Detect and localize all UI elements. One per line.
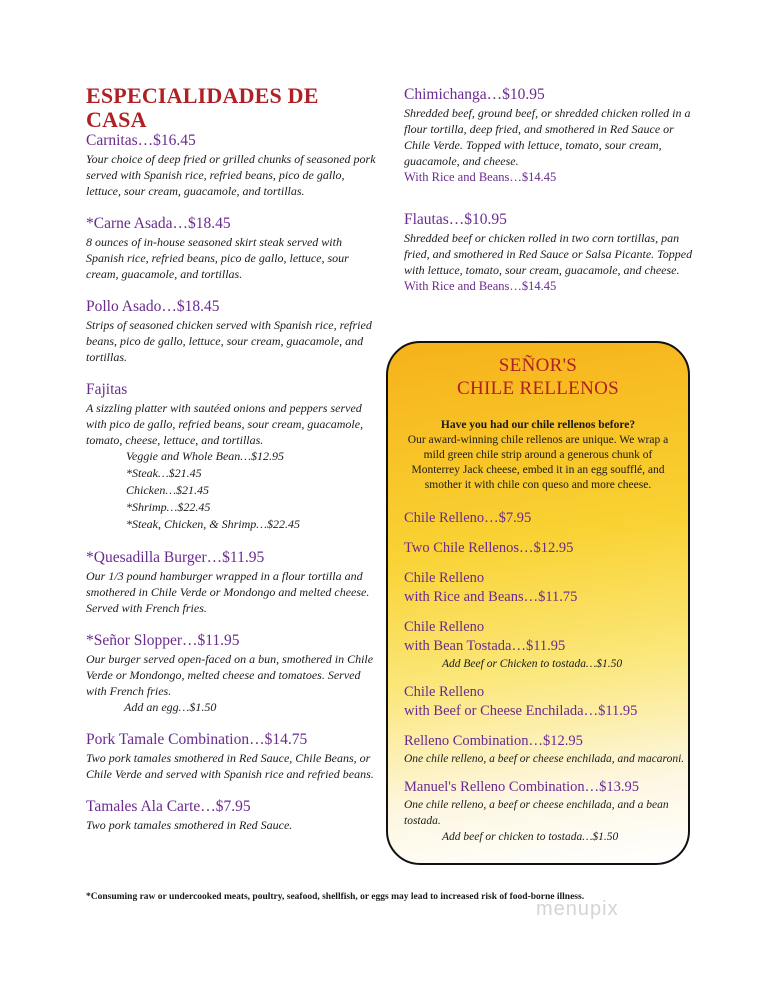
menu-item-fajitas (86, 381, 376, 533)
relleno-items (388, 493, 688, 845)
relleno-item (404, 618, 688, 672)
relleno-item-addon: Add Beef or Chicken to tostada…$1.50 (442, 658, 623, 670)
item-description: Our burger served open-faced on a bun, smothered in Chile Verde or Mondongo, melted cheese and tomatoes. Served with French fries. (86, 652, 374, 698)
item-title: *Quesadilla Burger…$11.95 (86, 549, 265, 566)
relleno-item (404, 683, 688, 721)
relleno-item (404, 539, 688, 558)
item-description: Shredded beef, ground beef, or shredded chicken rolled in a flour tortilla, deep fried, and smothered in Red Sauce or Chile Verde. Topped with lettuce, tomato, sour cream, guacamole, and cheese. (404, 106, 691, 168)
relleno-item-title: Chile Relleno (404, 684, 485, 700)
fajita-option: Chicken…$21.45 (126, 483, 209, 497)
fajita-option: *Shrimp…$22.45 (126, 500, 211, 514)
item-extra-option: With Rice and Beans…$14.45 (404, 170, 557, 184)
item-addon: Add an egg…$1.50 (124, 700, 217, 714)
menu-item-pork-tamale-combination (86, 731, 376, 782)
relleno-item-title: Chile Relleno (404, 619, 485, 635)
item-title: *Señor Slopper…$11.95 (86, 632, 240, 649)
fajita-option: *Steak, Chicken, & Shrimp…$22.45 (126, 517, 300, 531)
right-column (404, 86, 694, 310)
item-description: Our 1/3 pound hamburger wrapped in a flour tortilla and smothered in Chile Verde or Mondongo and melted cheese. Served with French fries. (86, 569, 370, 615)
relleno-item-title: Chile Relleno (404, 570, 485, 586)
relleno-item-addon: Add beef or chicken to tostada…$1.50 (442, 831, 619, 843)
item-title: *Carne Asada…$18.45 (86, 215, 231, 232)
fajita-option: Veggie and Whole Bean…$12.95 (126, 449, 284, 463)
relleno-item (404, 509, 688, 528)
item-description: Shredded beef or chicken rolled in two corn tortillas, pan fried, and smothered in Red Sauce or Salsa Picante. Topped with lettuce, tomato, sour cream, guacamole, and cheese. (404, 231, 693, 277)
item-extra-option: With Rice and Beans…$14.45 (404, 279, 557, 293)
menu-item-pollo-asado (86, 298, 376, 365)
item-title: Fajitas (86, 381, 128, 398)
item-title: Pollo Asado…$18.45 (86, 298, 220, 315)
item-description: Two pork tamales smothered in Red Sauce, Chile Beans, or Chile Verde and served with Spanish rice and refried beans. (86, 751, 374, 781)
relleno-item-description: One chile relleno, a beef or cheese enchilada, and a bean tostada. (404, 799, 669, 827)
box-title-line: CHILE RELLENOS (457, 378, 619, 399)
item-description: Two pork tamales smothered in Red Sauce. (86, 818, 293, 832)
item-title: Carnitas…$16.45 (86, 132, 196, 149)
chile-rellenos-box (386, 341, 690, 865)
fajita-options (86, 448, 376, 533)
relleno-item-title: with Beef or Cheese Enchilada…$11.95 (404, 703, 638, 719)
item-title: Tamales Ala Carte…$7.95 (86, 798, 251, 815)
left-column (86, 84, 376, 849)
menu-item-carnitas (86, 132, 376, 199)
item-title: Chimichanga…$10.95 (404, 86, 545, 103)
relleno-item (404, 778, 688, 845)
box-intro (402, 418, 674, 493)
relleno-item (404, 569, 688, 607)
intro-text: Our award-winning chile rellenos are unique. We wrap a mild green chile strip around a generous chunk of Monterrey Jack cheese, embed it in an egg soufflé, and smother it with chile con queso and more cheese. (407, 434, 669, 491)
relleno-item-title: with Bean Tostada…$11.95 (404, 638, 566, 654)
relleno-item-title: with Rice and Beans…$11.75 (404, 589, 578, 605)
menu-item-flautas (404, 211, 694, 294)
relleno-item (404, 732, 688, 767)
relleno-item-title: Chile Relleno…$7.95 (404, 510, 532, 526)
menu-item-quesadilla-burger (86, 549, 376, 616)
box-title-line: SEÑOR'S (498, 355, 578, 376)
fajita-option: *Steak…$21.45 (126, 466, 202, 480)
item-title: Flautas…$10.95 (404, 211, 507, 228)
relleno-item-title: Relleno Combination…$12.95 (404, 733, 583, 749)
item-description: 8 ounces of in-house seasoned skirt steak served with Spanish rice, refried beans, pico de gallo, lettuce, sour cream, guacamole, and tortillas. (86, 235, 349, 281)
relleno-item-title: Two Chile Rellenos…$12.95 (404, 540, 574, 556)
intro-question: Have you had our chile rellenos before? (440, 419, 636, 431)
item-description: Strips of seasoned chicken served with Spanish rice, refried beans, pico de gallo, lettuce, sour cream, guacamole, and tortillas. (86, 318, 372, 364)
relleno-item-title: Manuel's Relleno Combination…$13.95 (404, 779, 639, 795)
food-safety-footnote: *Consuming raw or undercooked meats, poultry, seafood, shellfish, or eggs may lead to increased risk of food-borne illness. (86, 892, 585, 902)
section-title: ESPECIALIDADES DE CASA (86, 83, 319, 132)
item-title: Pork Tamale Combination…$14.75 (86, 731, 308, 748)
box-title (388, 354, 688, 400)
item-description: Your choice of deep fried or grilled chunks of seasoned pork served with Spanish rice, refried beans, pico de gallo, lettuce, sour cream, guacamole, and tortillas. (86, 152, 376, 198)
menu-item-senor-slopper (86, 632, 376, 715)
relleno-item-description: One chile relleno, a beef or cheese enchilada, and macaroni. (404, 753, 685, 765)
menu-item-chimichanga (404, 86, 694, 185)
item-description: A sizzling platter with sautéed onions and peppers served with pico de gallo, refried beans, sour cream, guacamole, tomato, cheese, lettuce, and tortillas. (86, 401, 364, 447)
watermark: menupix (536, 898, 619, 920)
menu-item-tamales-ala-carte (86, 798, 376, 833)
menu-item-carne-asada (86, 215, 376, 282)
